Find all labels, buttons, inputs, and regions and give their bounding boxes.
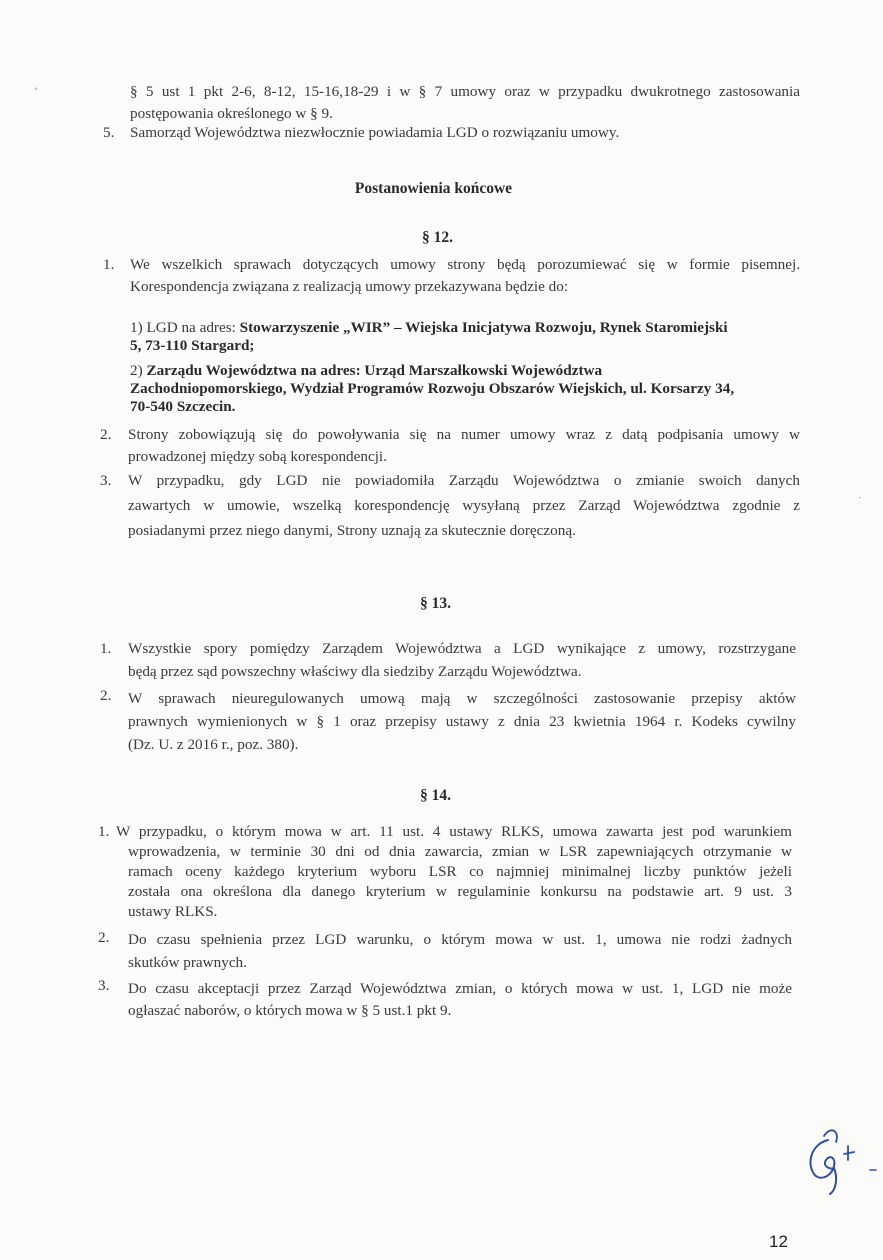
s13-p2-line-1: W sprawach nieuregulowanych umową mają w szczególności zastosowanie przepisy aktów xyxy=(128,690,796,707)
s14-p2-line-1: Do czasu spełnienia przez LGD warunku, o którym mowa w ust. 1, umowa nie rodzi żadnych xyxy=(128,931,792,948)
s13-p2-line-3: (Dz. U. z 2016 r., poz. 380). xyxy=(128,736,299,753)
s14-p1-number: 1. xyxy=(98,823,110,840)
s12-p1-line-1: We wszelkich sprawach dotyczących umowy strony będą porozumiewać się w formie pisemnej. xyxy=(130,256,800,273)
s12-p1-line-2: Korespondencja związana z realizacją umowy przekazywana będzie do: xyxy=(130,278,569,295)
s12-p1-number: 1. xyxy=(103,256,115,273)
s12-p3-number: 3. xyxy=(100,472,112,489)
s14-heading: § 14. xyxy=(420,787,451,804)
s13-p1-line-1: Wszystkie spory pomiędzy Zarządem Województwa a LGD wynikające z umowy, rozstrzygane xyxy=(128,640,796,657)
s12-p3-line-1: W przypadku, gdy LGD nie powiadomiła Zarządu Województwa o zmianie swoich danych xyxy=(128,472,800,489)
s13-heading: § 13. xyxy=(420,595,451,612)
continuation-line-1: § 5 ust 1 pkt 2-6, 8-12, 15-16,18-29 i w § 7 umowy oraz w przypadku dwukrotnego zastosowania xyxy=(130,83,800,100)
item-5-text: Samorząd Województwa niezwłocznie powiadamia LGD o rozwiązaniu umowy. xyxy=(130,124,620,141)
s13-p1-number: 1. xyxy=(100,640,112,657)
s12-heading: § 12. xyxy=(422,229,453,246)
s12-p2-number: 2. xyxy=(100,426,112,443)
s14-p3-line-1: Do czasu akceptacji przez Zarząd Województwa zmian, o których mowa w ust. 1, LGD nie może xyxy=(128,980,792,997)
item-5-number: 5. xyxy=(103,124,115,141)
section-title: Postanowienia końcowe xyxy=(354,180,513,197)
address-board-line-2: Zachodniopomorskiego, Wydział Programów Rozwoju Obszarów Wiejskich, ul. Korsarzy 34, xyxy=(130,380,735,397)
s12-p2-line-2: prowadzonej między sobą korespondencji. xyxy=(128,448,387,465)
s14-p1-line-1: W przypadku, o którym mowa w art. 11 ust. 4 ustawy RLKS, umowa zawarta jest pod warunkiem xyxy=(116,823,792,840)
address-lgd-line-2: 5, 73-110 Stargard; xyxy=(130,337,255,354)
s14-p1-line-3: ramach oceny każdego kryterium wyboru LSR co najmniej minimalnej liczby punktów jeżeli xyxy=(128,863,792,880)
address-lgd-prefix: 1) LGD na adres: xyxy=(130,319,240,336)
s14-p1-line-2: wprowadzenia, w terminie 30 dni od dnia zawarcia, zmian w LSR zapewniających otrzymanie w xyxy=(128,843,792,860)
address-lgd-line-1: Stowarzyszenie „WIR” – Wiejska Inicjatywa Rozwoju, Rynek Staromiejski xyxy=(239,319,728,336)
s14-p3-number: 3. xyxy=(98,977,110,994)
s14-p1-line-5: ustawy RLKS. xyxy=(128,903,218,920)
s14-p1-line-4: została ona określona dla danego kryterium w regulaminie konkursu na podstawie art. 9 ust. 3 xyxy=(128,883,792,900)
s14-p2-number: 2. xyxy=(98,929,110,946)
s12-p2-line-1: Strony zobowiązują się do powoływania się na numer umowy wraz z datą podpisania umowy w xyxy=(128,426,800,443)
page-number: 12 xyxy=(769,1232,788,1251)
scan-mark-right: ˏ xyxy=(858,488,862,499)
s12-p3-line-3: posiadanymi przez niego danymi, Strony uznają za skutecznie doręczoną. xyxy=(128,522,576,539)
s13-p2-line-2: prawnych wymienionych w § 1 oraz przepisy ustawy z dnia 23 kwietnia 1964 r. Kodeks cywilny xyxy=(128,713,796,730)
scan-mark-left: ◦ xyxy=(34,84,38,95)
address-board-line-3: 70-540 Szczecin. xyxy=(130,398,236,415)
continuation-line-2: postępowania określonego w § 9. xyxy=(130,105,333,122)
address-board-prefix: 2) xyxy=(130,362,147,379)
s12-address-board xyxy=(130,362,602,380)
handwritten-initials-signature xyxy=(800,1118,880,1198)
s13-p1-line-2: będą przez sąd powszechny właściwy dla siedziby Zarządu Województwa. xyxy=(128,663,582,680)
s14-p3-line-2: ogłaszać naborów, o których mowa w § 5 ust.1 pkt 9. xyxy=(128,1002,452,1019)
s12-p3-line-2: zawartych w umowie, wszelką korespondencję wysyłaną przez Zarząd Województwa zgodnie z xyxy=(128,497,800,514)
s13-p2-number: 2. xyxy=(100,687,112,704)
address-board-line-1: Zarządu Województwa na adres: Urząd Marszałkowski Województwa xyxy=(146,362,603,379)
s14-p2-line-2: skutków prawnych. xyxy=(128,954,247,971)
s12-address-lgd xyxy=(130,319,800,337)
